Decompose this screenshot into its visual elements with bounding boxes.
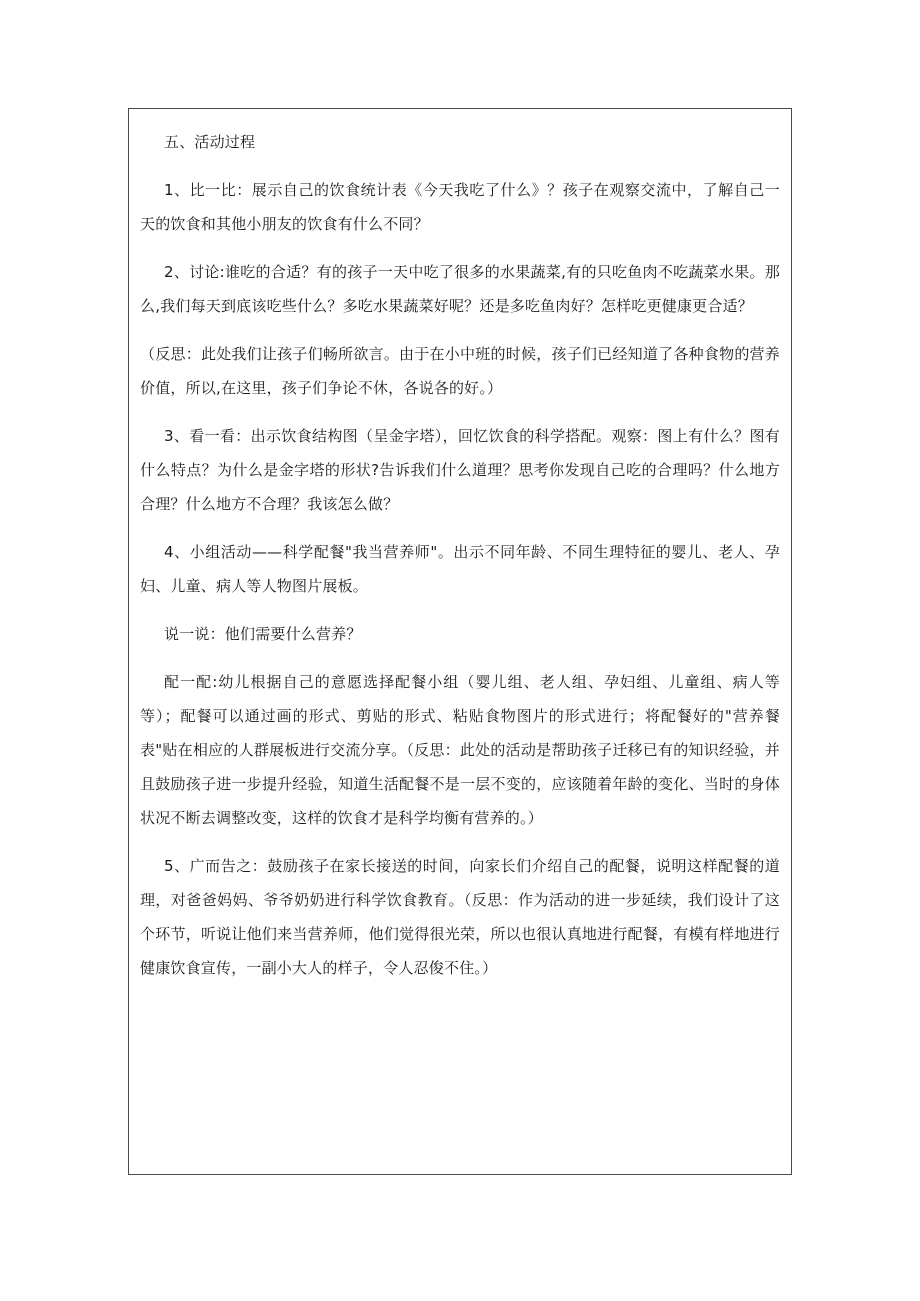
document-frame: [128, 108, 792, 1175]
paragraph-step-4: 4、小组活动——科学配餐"我当营养师"。出示不同年龄、不同生理特征的婴儿、老人、孕妇、儿童、病人等人物图片展板。: [140, 543, 780, 595]
paragraph-say: 说一说：他们需要什么营养？: [164, 625, 362, 643]
paragraph-reflection-1: （反思：此处我们让孩子们畅所欲言。由于在小中班的时候，孩子们已经知道了各种食物的营养价值，所以,在这里，孩子们争论不休，各说各的好。）: [140, 345, 780, 397]
paragraph-step-1: 1、比一比：展示自己的饮食统计表《今天我吃了什么》？孩子在观察交流中，了解自己一天的饮食和其他小朋友的饮食有什么不同？: [140, 181, 780, 233]
paragraph-step-3: 3、看一看：出示饮食结构图（呈金字塔），回忆饮食的科学搭配。观察：图上有什么？图有什么特点？为什么是金字塔的形状?告诉我们什么道理？思考你发现自己吃的合理吗？什么地方合理？什么地方不合理？我该怎么做？: [140, 427, 780, 513]
paragraph-match: 配一配:幼儿根据自己的意愿选择配餐小组（婴儿组、老人组、孕妇组、儿童组、病人等等）；配餐可以通过画的形式、剪贴的形式、粘贴食物图片的形式进行；将配餐好的"营养餐表"贴在相应的人群展板进行交流分享。（反思：此处的活动是帮助孩子迁移已有的知识经验，并且鼓励孩子进一步提升经验，知道生活配餐不是一层不变的，应该随着年龄的变化、当时的身体状况不断去调整改变，这样的饮食才是科学均衡有营养的。）: [140, 673, 780, 827]
paragraph-step-5: 5、广而告之：鼓励孩子在家长接送的时间，向家长们介绍自己的配餐，说明这样配餐的道理，对爸爸妈妈、爷爷奶奶进行科学饮食教育。（反思：作为活动的进一步延续，我们设计了这个环节，听说让他们来当营养师，他们觉得很光荣，所以也很认真地进行配餐，有模有样地进行健康饮食宣传，一副小大人的样子，令人忍俊不住。）: [140, 857, 780, 977]
paragraph-step-2: 2、讨论:谁吃的合适？有的孩子一天中吃了很多的水果蔬菜,有的只吃鱼肉不吃蔬菜水果。那么,我们每天到底该吃些什么？多吃水果蔬菜好呢？还是多吃鱼肉好？怎样吃更健康更合适？: [140, 263, 780, 315]
section-heading: 五、活动过程: [164, 133, 256, 151]
document-body: [140, 125, 780, 999]
